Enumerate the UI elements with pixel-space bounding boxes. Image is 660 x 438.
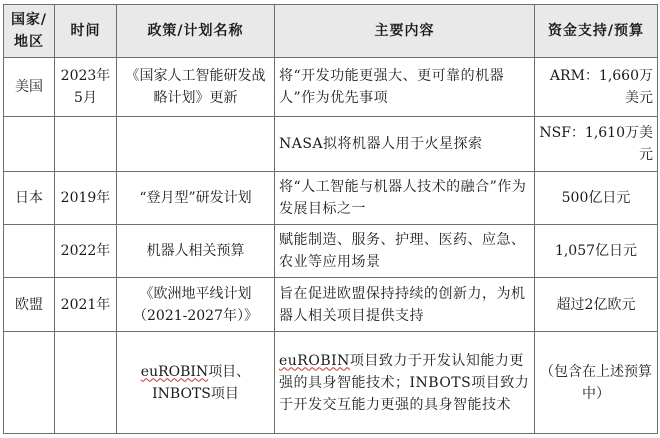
content-term-eurobin: euROBIN <box>279 352 350 369</box>
cell-content <box>275 332 535 434</box>
cell-fund: ARM：1,660万美元 <box>535 58 658 117</box>
cell-policy: 《欧洲地平线计划（2021-2027年）》 <box>117 278 275 332</box>
cell-fund: 1,057亿日元 <box>535 225 658 278</box>
cell-content: 将“人工智能与机器人技术的融合”作为发展目标之一 <box>275 172 535 225</box>
cell-country <box>4 117 55 172</box>
cell-time: 2022年 <box>55 225 117 278</box>
cell-country <box>4 225 55 278</box>
cell-fund: （包含在上述预算中） <box>535 332 658 434</box>
cell-time <box>55 117 117 172</box>
table-row <box>4 332 658 434</box>
cell-policy <box>117 332 275 434</box>
cell-fund: 500亿日元 <box>535 172 658 225</box>
cell-policy: 《国家人工智能研发战略计划》更新 <box>117 58 275 117</box>
header-country: 国家/地区 <box>4 5 55 58</box>
cell-country <box>4 332 55 434</box>
cell-country: 日本 <box>4 172 55 225</box>
cell-policy: “登月型”研发计划 <box>117 172 275 225</box>
cell-content: 旨在促进欧盟保持持续的创新力，为机器人相关项目提供支持 <box>275 278 535 332</box>
cell-fund: 超过2亿欧元 <box>535 278 658 332</box>
table-header-row <box>4 5 658 58</box>
cell-content: 将“开发功能更强大、更可靠的机器人”作为优先事项 <box>275 58 535 117</box>
table-row <box>4 225 658 278</box>
cell-policy: 机器人相关预算 <box>117 225 275 278</box>
header-policy: 政策/计划名称 <box>117 5 275 58</box>
cell-time: 2023年5月 <box>55 58 117 117</box>
policy-rest: 项目、INBOTS项目 <box>152 363 251 402</box>
table-row <box>4 278 658 332</box>
table-row <box>4 58 658 117</box>
cell-content: 赋能制造、服务、护理、医药、应急、农业等应用场景 <box>275 225 535 278</box>
cell-content: NASA拟将机器人用于火星探索 <box>275 117 535 172</box>
cell-fund: NSF：1,610万美元 <box>535 117 658 172</box>
cell-time <box>55 332 117 434</box>
policy-table <box>3 4 658 434</box>
cell-time: 2019年 <box>55 172 117 225</box>
table-row <box>4 117 658 172</box>
cell-country: 欧盟 <box>4 278 55 332</box>
header-content: 主要内容 <box>275 5 535 58</box>
cell-time: 2021年 <box>55 278 117 332</box>
policy-term-eurobin: euROBIN <box>140 363 209 380</box>
content-rest: 项目致力于开发认知能力更强的具身智能技术；INBOTS项目致力于开发交互能力更强的具身智能技术 <box>279 352 530 413</box>
table-row <box>4 172 658 225</box>
cell-country: 美国 <box>4 58 55 117</box>
header-time: 时间 <box>55 5 117 58</box>
cell-policy <box>117 117 275 172</box>
header-fund: 资金支持/预算 <box>535 5 658 58</box>
